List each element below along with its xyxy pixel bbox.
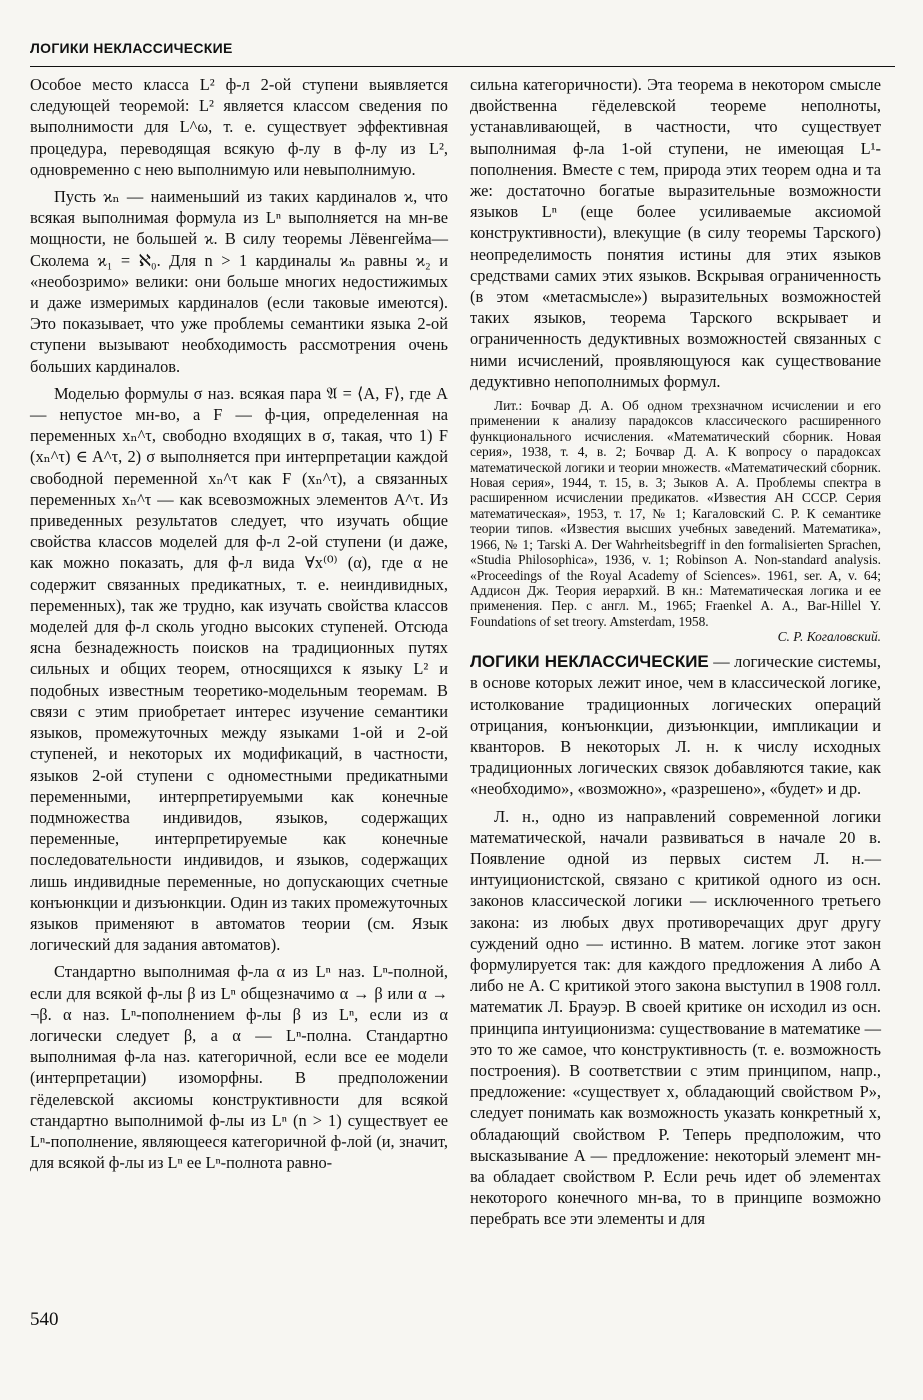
entry-paragraph	[470, 651, 881, 799]
left-paragraph-1: Особое место класса L² ф-л 2-ой ступени выявляется следующей теоремой: L² является классом сведения по выполнимости для L^ω, т. е. существует эффективная процедура, переводящая всякую ф-лу в ф-лу из L², одновременно с нею выполнимую или невыполнимую.	[30, 75, 448, 179]
entry-headword: ЛОГИКИ НЕКЛАССИЧЕСКИЕ	[470, 652, 709, 672]
right-paragraph-1: сильна категоричности). Эта теорема в некотором смысле двойственна гёделевской теореме неполноты, устанавливающей, в частности, что существует выполнимая ф-ла 1-ой ступени, не имеющая L¹-пополнения. Вместе с тем, природа этих теорем одна и та же: достаточно богатые выразительные возможности языков Lⁿ (еще более усиливаемые аксиомой конструктивности), влекущие (в силу теоремы Тарского) неопределимость понятия истины для этих языков средствами самих этих языков. Вскрывая ограниченность (в этом «метасмысле») выразительных возможностей таких языков, теорема Тарского вскрывает и ограниченность дедуктивных возможностей связанных с ними исчислений, проявляющуюся как существование дедуктивно непополнимых формул.	[470, 75, 881, 391]
left-paragraph-2: Пусть ϰₙ — наименьший из таких кардиналов ϰ, что всякая выполнимая формула из Lⁿ выполняется на мн-ве мощности, не большей ϰ. В силу теоремы Лёвенгейма—Сколема ϰ₁ = ℵ₀. Для n > 1 кардиналы ϰₙ равны ϰ₂ и «необозримо» велики: они больше многих недостижимых и даже измеримых кардиналов (если таковые имеются). Это показывает, что уже проблемы семантики языка 2-ой ступени вызывают необходимость рассмотрения очень больших кардиналов.	[30, 187, 448, 376]
header-rule	[30, 66, 895, 67]
left-column	[30, 74, 448, 1179]
literature-list: Лит.: Бочвар Д. А. Об одном трехзначном исчислении и его применении к анализу парадоксов классического расширенного функционального исчисления. «Математический сборник. Новая серия», 1938, т. 4, в. 2; Бочвар Д. А. К вопросу о парадоксах математической логики и теории множеств. «Математический сборник. Новая серия», 1944, т. 15, в. 3; Зыков А. А. Проблемы спектра в расширенном исчислении предикатов. «Известия АН СССР. Серия математическая», 1953, т. 17, № 1; Кагаловский С. Р. К семантике теории типов. «Известия высших учебных заведений. Математика», 1966, № 1; Tarski A. Der Wahrheitsbegriff in den formalisierten Sprachen, «Studia Philosophica», 1936, v. 1; Robinson A. Non-standard analysis. «Proceedings of the Royal Academy of Sciences». 1961, ser. A, v. 64; Аддисон Дж. Теория иерархий. В кн.: Математическая логика и ее применения. Пер. с англ. М., 1965; Fraenkel A. A., Bar-Hillel Y. Foundations of set treory. Amsterdam, 1958.	[470, 398, 881, 629]
left-paragraph-4: Стандартно выполнимая ф-ла α из Lⁿ наз. Lⁿ-полной, если для всякой ф-лы β из Lⁿ общезначимо α → β или α → ¬β. α наз. Lⁿ-пополнением ф-лы β из Lⁿ, если из α логически следует β, а α — Lⁿ-полна. Стандартно выполнимая ф-ла наз. категоричной, если все ее модели (интерпретации) изоморфны. В предположении гёделевской аксиомы конструктивности для всякой стандартно выполнимой ф-лы из Lⁿ (n > 1) существует ее Lⁿ-пополнение, являющееся категоричной ф-лой (и, значит, для всякой ф-лы из Lⁿ ее Lⁿ-полнота равно-	[30, 962, 448, 1173]
right-paragraph-2: Л. н., одно из направлений современной логики математической, начали развиваться в начале 20 в. Появление одной из первых систем Л. н.— интуиционистской, связано с критикой одного из осн. законов классической логики — исключенного третьего закона: из любых двух противоречащих друг другу суждений одно — истинно. В матем. логике этот закон формулируется так: для каждого предложения A либо A либо не A. С критикой этого закона выступил в 1908 голл. математик Л. Брауэр. В своей критике он исходил из осн. принципа интуиционизма: существование в математике — это то же самое, что конструктивность (т. е. возможность построения). В соответствии с этим принципом, напр., предложение: «существует x, обладающий свойством P», следует понимать как возможность указать конкретный x, обладающий свойством P. Теперь предположим, что высказывание A — предложение: некоторый элемент мн-ва обладает свойством P. Если речь идет об элементах некоторого конечного мн-ва, то в принципе возможно перебрать все эти элементы и для	[470, 806, 881, 1229]
page-number: 540	[30, 1309, 59, 1330]
entry-definition: — логические системы, в основе которых лежит иное, чем в классической логике, истолкование традиционных логических операций отрицания, конъюнкции, дизъюнкции, импликации и кванторов. В некоторых Л. н. к числу исходных традиционных логических связок добавляются такие, как «необходимо», «возможно», «разрешено», «будет» и др.	[470, 652, 881, 799]
running-head: ЛОГИКИ НЕКЛАССИЧЕСКИЕ	[30, 40, 233, 56]
author-signature: С. Р. Когаловский.	[777, 629, 881, 645]
right-column	[470, 74, 881, 1236]
left-paragraph-3: Моделью формулы σ наз. всякая пара 𝔄 = ⟨A, F⟩, где A — непустое мн-во, а F — ф-ция, определенная на переменных xₙ^τ, свободно входящих в σ, такая, что 1) F (xₙ^τ) ∈ A^τ, 2) σ выполняется при интерпретации каждой свободной переменной xₙ^τ как F (xₙ^τ), а связанных переменных xₙ^τ — как всевозможных элементов A^τ. Из приведенных результатов следует, что изучать общие свойства классов моделей для ф-л 2-ой ступени (и даже, как можно показать, для ф-л вида ∀x⁽⁰⁾ (α), где α не содержит связанных предикатных, т. е. неиндивидных, переменных), так же трудно, как изучать свойства классов моделей для ф-л сколь угодно высоких ступеней. Отсюда ясна безнадежность поисков на традиционных путях сильных и общих теорем, относящихся к языку L² и подобных известным теоретико-модельным теоремам. В связи с этим приобретает интерес изучение семантики языков, промежуточных между языками 1-ой и 2-ой ступеней, и некоторых их модификаций, в частности, языков 2-ой ступени с одноместными предикатными переменными, интерпретируемыми как конечные подмножества индивидов, языков, содержащих переменные, интерпретируемые как конечные последовательности индивидов, и языков, содержащих лишь индивидные переменные, но допускающих счетные конъюнкции и дизъюнкции. Один из таких промежуточных языков применяют в автоматов теории (см. Язык логический для задания автоматов).	[30, 383, 448, 955]
